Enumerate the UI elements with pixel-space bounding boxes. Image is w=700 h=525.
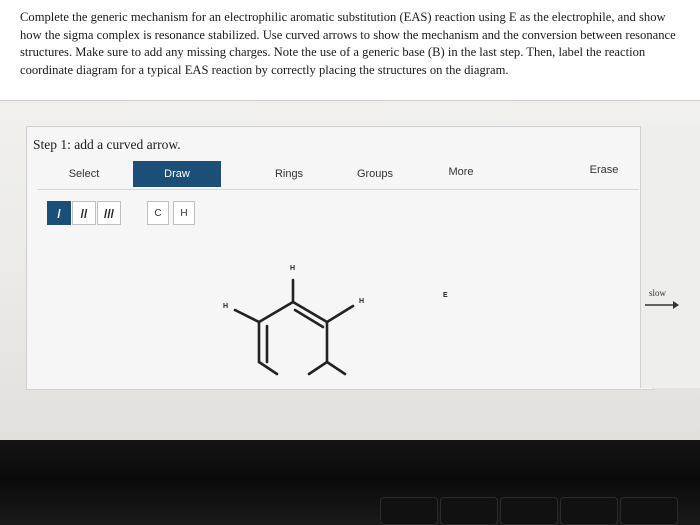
drawing-panel	[26, 126, 654, 390]
electrophile-e: E	[443, 292, 448, 299]
question-text: Complete the generic mechanism for an electrophilic aromatic substitution (EAS) reaction using E as the electrophile, and show how the sigma complex is resonance stabilized. Use curved arrows to show the mechanism and the conversion between resonance structures. Make sure to add any missing charges. Note the use of a generic base (B) in the last step. Then, label the reaction coordinate diagram for a typical EAS reaction by correctly placing the structures on the diagram.	[20, 10, 676, 77]
bond-ring-upper-left	[259, 302, 293, 322]
rings-tab[interactable]: Rings	[274, 168, 304, 180]
more-tab[interactable]: More	[448, 166, 474, 178]
keyboard-key	[440, 497, 498, 525]
keyboard-key	[620, 497, 678, 525]
bond-ring-lower-left	[259, 362, 277, 374]
question-box	[0, 0, 700, 101]
drawing-canvas[interactable]	[27, 232, 639, 387]
slow-label: slow	[649, 288, 667, 298]
select-tab[interactable]: Select	[68, 168, 100, 180]
keyboard-key	[380, 497, 438, 525]
step-label: Step 1: add a curved arrow.	[33, 137, 181, 152]
single-bond-tool[interactable]: /	[47, 201, 71, 225]
bond-ring-lower-right-ext	[327, 362, 345, 374]
keyboard-key	[500, 497, 558, 525]
editor-toolbar	[37, 159, 639, 190]
double-bond-tool[interactable]: //	[72, 201, 96, 225]
atom-h-top: H	[290, 265, 296, 272]
hydrogen-atom-tool[interactable]: H	[173, 201, 195, 225]
bond-left-h	[235, 310, 259, 322]
carbon-atom-tool[interactable]: C	[147, 201, 169, 225]
atom-h-right: H	[359, 298, 365, 305]
erase-tab[interactable]: Erase	[589, 164, 619, 176]
laptop-bezel	[0, 440, 700, 525]
bond-ring-lower-right	[309, 362, 327, 374]
triple-bond-tool[interactable]: ///	[97, 201, 121, 225]
atom-h-left: H	[223, 303, 229, 310]
bond-right-h	[327, 306, 353, 322]
benzene-structure	[27, 232, 639, 387]
groups-tab[interactable]: Groups	[356, 168, 394, 180]
keyboard-key	[560, 497, 618, 525]
draw-tab[interactable]: Draw	[133, 161, 221, 187]
slow-arrow-icon	[645, 300, 679, 310]
reaction-coordinate-diagram	[640, 126, 700, 388]
